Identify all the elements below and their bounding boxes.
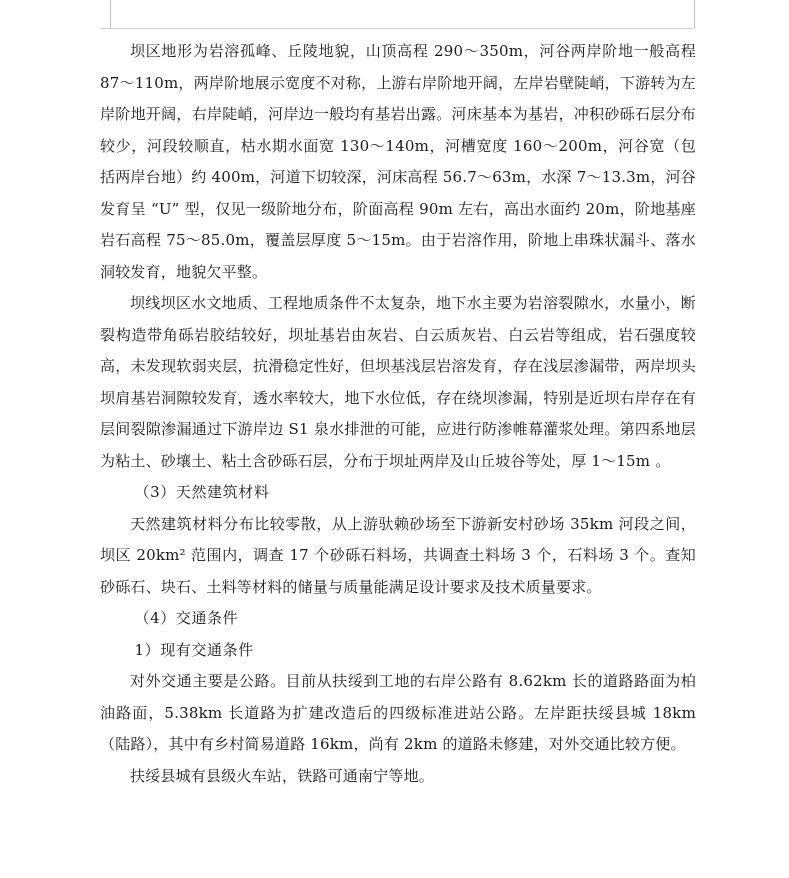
heading-natural-materials: （3）天然建筑材料	[134, 483, 270, 501]
top-margin-rule	[100, 28, 694, 29]
paragraph-rail-transport: 扶绥县城有县级火车站，铁路可通南宁等地。	[130, 766, 435, 785]
paragraph-natural-materials: 天然建筑材料分布比较零散，从上游驮赖砂场至下游新安村砂场 35km 河段之间，坝区 20km² 范围内，调查 17 个砂砾石料场，共调查土料场 3 个，石料场 3 个。查知砂砾石、块石、土料等材料的储量与质量能满足设计要求及技术质量要求。	[100, 514, 696, 596]
margin-corner-mark-left	[100, 0, 111, 29]
heading-existing-transport: 1）现有交通条件	[134, 640, 254, 659]
paragraph-road-transport: 对外交通主要是公路。目前从扶绥到工地的右岸公路有 8.62km 长的道路路面为柏油路面，5.38km 长道路为扩建改造后的四级标准进站公路。左岸距扶绥县城 18km（陆路），其中有乡村简易道路 16km，尚有 2km 的道路未修建，对外交通比较方便。	[100, 672, 696, 753]
document-body	[100, 36, 696, 792]
margin-corner-mark-right	[694, 0, 696, 28]
paragraph-terrain: 坝区地形为岩溶孤峰、丘陵地貌，山顶高程 290～350m，河谷两岸阶地一般高程 87～110m，两岸阶地展示宽度不对称，上游右岸阶地开阔，左岸岩壁陡峭，下游转为左岸阶地开阔，右岸陡峭，河岸边一般均有基岩出露。河床基本为基岩，冲积砂砾石层分布较少，河段较顺直，枯水期水面宽 130～140m，河槽宽度 160～200m，河谷宽（包括两岸台地）约 400m，河道下切较深，河床高程 56.7～63m，水深 7～13.3m，河谷发育呈 “U” 型，仅见一级阶地分布，阶面高程 90m 左右，高出水面约 20m，阶地基座岩石高程 75～85.0m，覆盖层厚度 5～15m。由于岩溶作用，阶地上串珠状漏斗、落水洞较发育，地貌欠平整。	[100, 42, 696, 281]
paragraph-hydrogeology: 坝线坝区水文地质、工程地质条件不太复杂，地下水主要为岩溶裂隙水，水量小，断裂构造带角砾岩胶结较好，坝址基岩由灰岩、白云质灰岩、白云岩等组成，岩石强度较高，未发现软弱夹层，抗滑稳定性好，但坝基浅层岩溶发育，存在浅层渗漏带，两岸坝头坝肩基岩洞隙较发育，透水率较大，地下水位低，存在绕坝渗漏，特别是近坝右岸存在有层间裂隙渗漏通过下游岸边 S1 泉水排泄的可能，应进行防渗帷幕灌浆处理。第四系地层为粘土、砂壤土、粘土含砂砾石层，分布于坝址两岸及山丘坡谷等处，厚 1～15m 。	[100, 294, 696, 470]
heading-transport: （4）交通条件	[134, 609, 239, 627]
